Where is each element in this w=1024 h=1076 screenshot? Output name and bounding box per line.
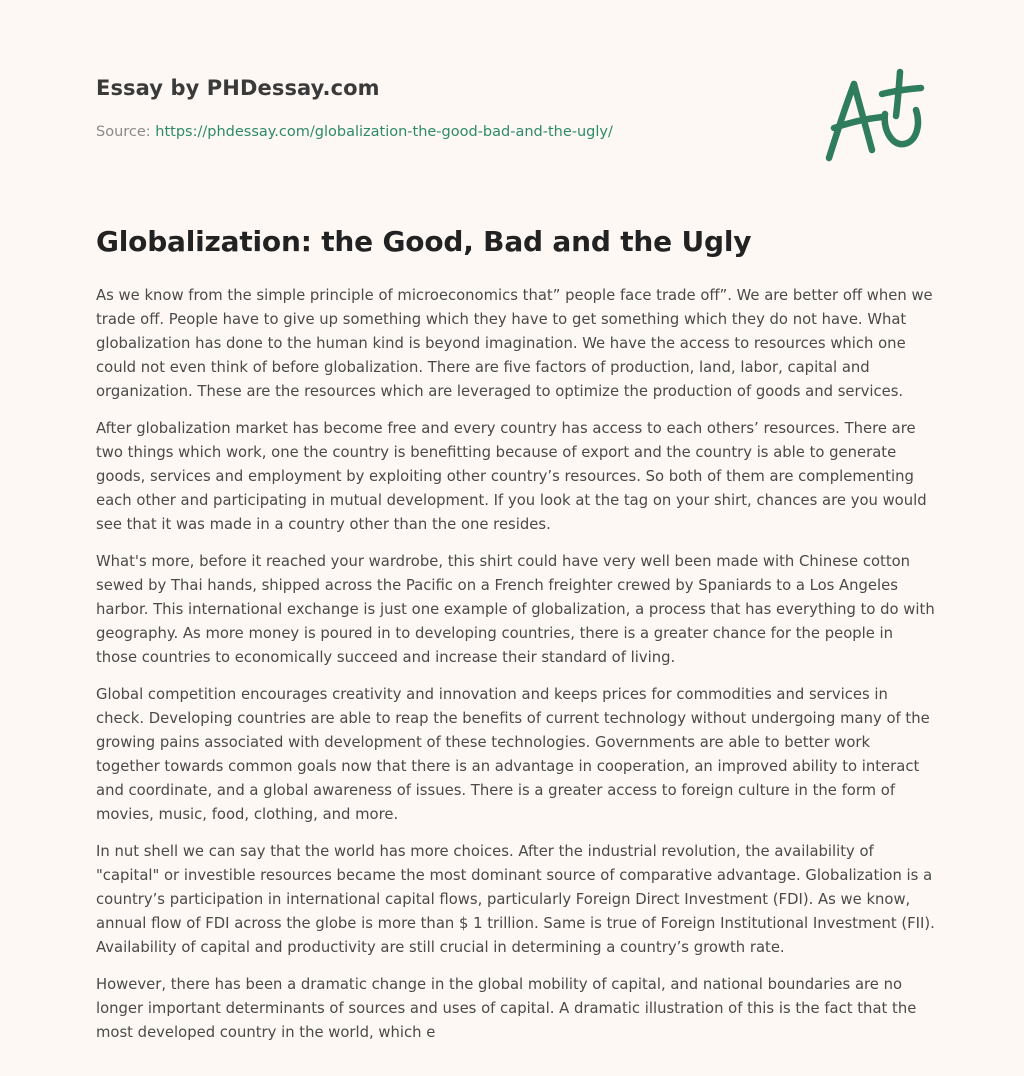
logo-circle-stroke (885, 110, 918, 144)
essay-title: Globalization: the Good, Bad and the Ugly (96, 225, 752, 258)
essay-paragraph: As we know from the simple principle of microeconomics that” people face trade off”. We are better off when we trade off. People have to give up something which they have to get something which they do not have. What globalization has done to the human kind is beyond imagination. We have the access to resources which one could not even think of before globalization. There are five factors of production, land, labor, capital and organization. These are the resources which are leveraged to optimize the production of goods and services. (96, 287, 933, 400)
essay-paragraph: What's more, before it reached your wardrobe, this shirt could have very well been made with Chinese cotton sewed by Thai hands, shipped across the Pacific on a French freighter crewed by Spaniards to a Los Angeles harbor. This international exchange is just one example of globalization, a process that has everything to do with geography. As more money is poured in to developing countries, there is a greater chance for the people in those countries to economically succeed and increase their standard of living. (96, 553, 935, 666)
source-line (96, 124, 613, 140)
essay-paragraph: After globalization market has become free and every country has access to each others’ resources. There are two things which work, one the country is benefitting because of export and the country is able to generate goods, services and employment by exploiting other country’s resources. So both of them are complementing each other and participating in mutual development. If you look at the tag on your shirt, chances are you would see that it was made in a country other than the one resides. (96, 420, 927, 533)
site-brand: Essay by PHDessay.com (96, 76, 380, 100)
essay-paragraph: In nut shell we can say that the world has more choices. After the industrial revolution, the availability of "capital" or investible resources became the most dominant source of comparative advantage. Globalization is a country’s participation in international capital flows, particularly Foreign Direct Investment (FDI). As we know, annual flow of FDI across the globe is more than $ 1 trillion. Same is true of Foreign Institutional Investment (FII). Availability of capital and productivity are still crucial in determining a country’s growth rate. (96, 843, 935, 956)
essay-body (96, 284, 936, 1058)
a-plus-logo-icon (820, 66, 930, 166)
essay-paragraph: However, there has been a dramatic change in the global mobility of capital, and national boundaries are no longer important determinants of sources and uses of capital. A dramatic illustration of this is the fact that the most developed country in the world, which e (96, 976, 917, 1041)
source-link[interactable]: https://phdessay.com/globalization-the-good-bad-and-the-ugly/ (155, 124, 613, 140)
source-label: Source: (96, 124, 156, 140)
logo-plus-horizontal (882, 88, 921, 94)
essay-paragraph: Global competition encourages creativity and innovation and keeps prices for commodities and services in check. Developing countries are able to reap the benefits of current technology without undergoing many of the growing pains associated with development of these technologies. Governments are able to better work together towards common goals now that there is an advantage in cooperation, an improved ability to interact and coordinate, and a global awareness of issues. There is a greater access to foreign culture in the form of movies, music, food, clothing, and more. (96, 686, 930, 823)
